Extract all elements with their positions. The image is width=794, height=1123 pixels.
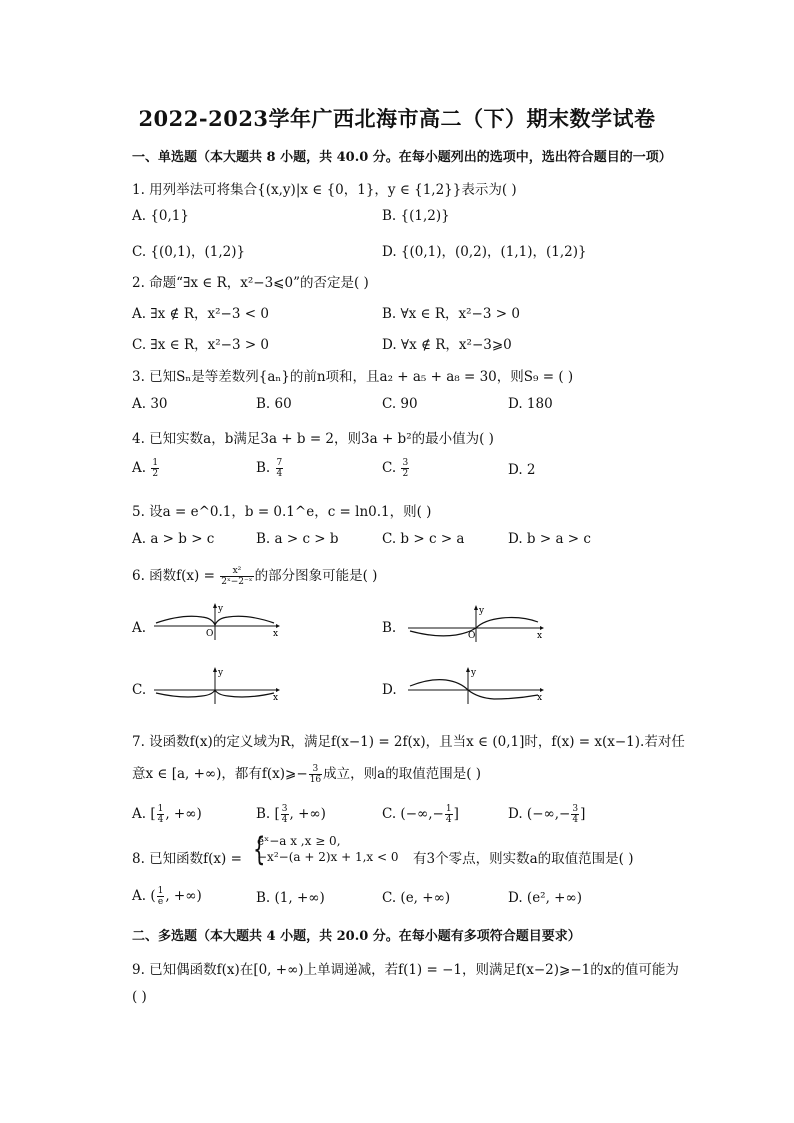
q4-option-b-fraction: $\frac{7}{4}$ xyxy=(276,458,283,479)
question-7-line-1: 7. 设函数f(x)的定义域为R，满足f(x−1) = 2f(x)，且当x ∈ (0,1]时，f(x) = x(x−1).若对任 xyxy=(132,734,685,750)
q6-text-post: 的部分图象可能是( ) xyxy=(254,568,378,584)
q8-option-b: B. (1, +∞) xyxy=(256,890,325,906)
q3-option-a: A. 30 xyxy=(132,396,168,412)
q3-option-b: B. 60 xyxy=(256,396,292,412)
q6-option-c: C. xyxy=(132,682,147,698)
piecewise-brace: { xyxy=(253,830,266,868)
q4-option-a-fraction: $\frac{1}{2}$ xyxy=(152,458,159,479)
q6-option-d: D. xyxy=(382,682,397,698)
q7-option-b: B. [ $\frac{3}{4}$ , +∞) xyxy=(256,804,326,825)
q1-option-c: C. {(0,1)，(1,2)} xyxy=(132,244,246,260)
question-4: 4. 已知实数a，b满足3a + b = 2，则3a + b²的最小值为( ) xyxy=(132,431,494,447)
q4-option-d: D. 2 xyxy=(508,462,536,478)
q6-graph-d xyxy=(406,666,546,706)
q1-option-d: D. {(0,1)，(0,2)，(1,1)，(1,2)} xyxy=(382,244,587,260)
q4-option-b-label: B. xyxy=(256,460,271,476)
q6-option-a: A. xyxy=(132,620,147,636)
q8-piecewise xyxy=(257,833,399,865)
y-axis-label: y xyxy=(479,606,485,616)
origin-label: O xyxy=(206,629,214,639)
q4-option-c-fraction: $\frac{3}{2}$ xyxy=(402,458,409,479)
origin-label: O xyxy=(468,631,476,641)
q6-function-fraction: $\frac{\text{x²}}{\text{2ˣ−2⁻ˣ}}$ xyxy=(221,566,253,587)
question-7-line-2 xyxy=(132,762,481,785)
q6-graph-a xyxy=(152,602,282,642)
section-multiple-choice: 二、多选题（本大题共 4 小题，共 20.0 分。在每小题有多项符合题目要求） xyxy=(132,929,581,944)
page-title: 2022-2023学年广西北海市高二（下）期末数学试卷 xyxy=(138,106,656,131)
question-8-suffix: 有3个零点，则实数a的取值范围是( ) xyxy=(413,851,634,867)
y-axis-label: y xyxy=(218,668,224,678)
question-1: 1. 用列举法可将集合{(x,y)|x ∈ {0，1}，y ∈ {1,2}}表示为( ) xyxy=(132,182,517,198)
q5-option-c: C. b > c > a xyxy=(382,531,465,547)
q2-option-c: C. ∃x ∈ R，x²−3 > 0 xyxy=(132,337,270,353)
q4-option-b xyxy=(256,458,284,479)
question-6 xyxy=(132,564,377,587)
y-axis-arrow-icon xyxy=(213,667,217,672)
q6-graph-c xyxy=(152,666,282,706)
q8-piece-2: −x²−(a + 2)x + 1,x < 0 xyxy=(257,850,399,864)
q1-option-b: B. {(1,2)} xyxy=(382,208,450,224)
q4-option-c xyxy=(382,458,410,479)
q5-option-a: A. a > b > c xyxy=(132,531,215,547)
x-axis-label: x xyxy=(537,693,543,703)
question-5: 5. 设a = e^0.1，b = 0.1^e，c = ln0.1，则( ) xyxy=(132,504,432,520)
section-single-choice: 一、单选题（本大题共 8 小题，共 40.0 分。在每小题列出的选项中，选出符合题目的一项） xyxy=(132,150,672,165)
q5-option-b: B. a > c > b xyxy=(256,531,339,547)
q2-option-b: B. ∀x ∈ R，x²−3 > 0 xyxy=(382,306,520,322)
q7-line2-pre: 意x ∈ [a, +∞)，都有f(x)⩾− xyxy=(132,766,308,782)
q3-option-c: C. 90 xyxy=(382,396,418,412)
q8-piece-1: eˣ−a x ,x ≥ 0, xyxy=(257,834,341,848)
q6-text-pre: 6. 函数f(x) = xyxy=(132,568,220,584)
q1-option-a: A. {0,1} xyxy=(132,208,189,224)
q7-option-a: A. [ $\frac{1}{4}$ , +∞) xyxy=(132,804,202,825)
q3-option-d: D. 180 xyxy=(508,396,553,412)
q7-option-d: D. (−∞,− $\frac{3}{4}$ ] xyxy=(508,804,586,825)
q7-line2-post: 成立，则a的取值范围是( ) xyxy=(323,766,482,782)
q6-graph-b xyxy=(406,604,546,644)
q4-option-a-label: A. xyxy=(132,460,147,476)
x-axis-arrow-icon xyxy=(540,688,544,692)
q2-option-d: D. ∀x ∉ R，x²−3⩾0 xyxy=(382,337,512,353)
q2-option-a: A. ∃x ∉ R，x²−3 < 0 xyxy=(132,306,269,322)
y-axis-label: y xyxy=(471,668,477,678)
y-axis-arrow-icon xyxy=(213,603,217,608)
question-9-line-1: 9. 已知偶函数f(x)在[0, +∞)上单调递减，若f(1) = −1，则满足f(x−2)⩾−1的x的值可能为 xyxy=(132,962,679,978)
q7-line2-fraction: $\frac{3}{16}$ xyxy=(309,764,322,785)
x-axis-label: x xyxy=(273,629,279,639)
q8-option-d: D. (e², +∞) xyxy=(508,890,582,906)
q7-option-c: C. (−∞,− $\frac{1}{4}$ ] xyxy=(382,804,459,825)
question-2: 2. 命题“∃x ∈ R，x²−3⩽0”的否定是( ) xyxy=(132,275,369,291)
x-axis-label: x xyxy=(537,631,543,641)
y-axis-arrow-icon xyxy=(466,667,470,672)
q4-option-c-label: C. xyxy=(382,460,397,476)
question-3: 3. 已知Sₙ是等差数列{aₙ}的前n项和，且a₂ + a₅ + a₈ = 30，则S₉ = ( ) xyxy=(132,369,574,385)
x-axis-label: x xyxy=(273,693,279,703)
x-axis-arrow-icon xyxy=(540,626,544,630)
x-axis-arrow-icon xyxy=(276,624,280,628)
q6-option-b: B. xyxy=(382,620,397,636)
q4-option-a xyxy=(132,458,160,479)
q8-option-a: A. ( $\frac{1}{e}$ , +∞) xyxy=(132,886,202,907)
q5-option-d: D. b > a > c xyxy=(508,531,591,547)
question-8-prefix: 8. 已知函数f(x) = xyxy=(132,851,242,867)
question-9-line-2: ( ) xyxy=(132,989,147,1005)
q8-option-c: C. (e, +∞) xyxy=(382,890,451,906)
y-axis-label: y xyxy=(218,604,224,614)
y-axis-arrow-icon xyxy=(474,605,478,610)
x-axis-arrow-icon xyxy=(276,688,280,692)
curve-line xyxy=(410,680,538,699)
